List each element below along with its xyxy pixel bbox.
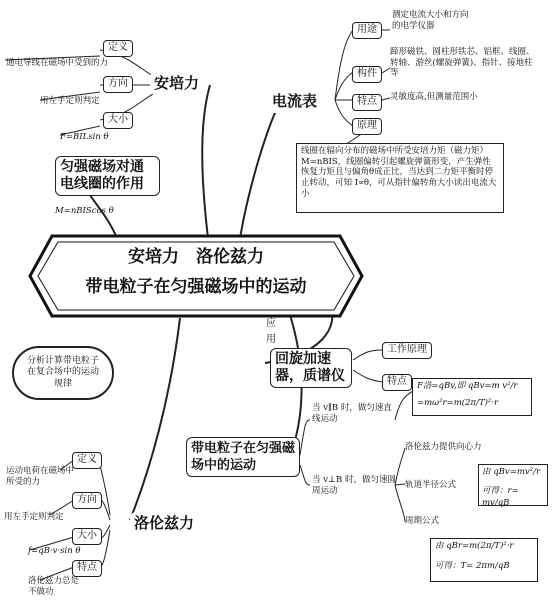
lorentz-magnitude-formula: f=qB·v·sin θ <box>28 546 81 556</box>
ampere-direction-label: 方向 <box>103 76 133 93</box>
period-formula-line2: 可得：T= 2πm/qB <box>435 561 510 571</box>
radius-formula-line1: 由 qBv=mv²/r <box>482 467 541 477</box>
ampere-direction-text: 用左手定则判定 <box>40 96 100 106</box>
coil-torque-formula: M=nBIScos θ <box>55 206 114 216</box>
ammeter-use-label: 用途 <box>352 22 382 39</box>
central-title-line1: 安培力 洛伦兹力 <box>128 247 264 267</box>
period-formula-box <box>430 538 538 582</box>
ampere-magnitude-formula: F=BILsin θ <box>60 132 109 142</box>
ampere-magnitude-label: 大小 <box>103 112 133 129</box>
ampere-definition-text: 通电导线在磁场中受到的力 <box>6 58 109 68</box>
lorentz-feature-label: 特点 <box>72 560 102 577</box>
radius-formula-line2: 可得：r= mv/qB <box>482 486 519 508</box>
lorentz-definition-text: 运动电荷在磁场中所受的力 <box>6 466 75 487</box>
period-formula-line1: 由 qBr=m(2π/T)²·r <box>435 541 514 551</box>
lorentz-definition-label: 定义 <box>72 452 102 469</box>
central-title-line2: 带电粒子在匀强磁场中的运动 <box>85 277 307 297</box>
force-formula-line2: =mω²r=m(2π/T)²·r <box>417 398 499 408</box>
lorentz-magnitude-label: 大小 <box>72 528 102 545</box>
ampere-definition-label: 定义 <box>103 40 133 57</box>
application-label: 应用 <box>266 318 276 345</box>
lorentz-force-node: 洛伦兹力 <box>130 512 198 535</box>
lorentz-direction-text: 用左手定则判定 <box>4 512 64 522</box>
radius-formula-box <box>478 464 548 506</box>
ammeter-feature-text: 灵敏度高,但测量范围小 <box>390 92 478 102</box>
cyclotron-node: 回旋加速器，质谱仪 <box>270 348 352 388</box>
period-label: 周期公式 <box>405 516 440 526</box>
ampere-force-node: 安培力 <box>150 72 203 95</box>
lorentz-direction-label: 方向 <box>72 492 102 509</box>
ammeter-structure-text: 蹄形磁铁、圆柱形铁芯、铝框、线圈、转轴、游丝(螺旋弹簧)、指针、接地柱等 <box>390 47 535 79</box>
motion-perpendicular: 当 v⊥B 时，做匀速圆周运动 <box>312 475 396 496</box>
coil-torque-node: 匀强磁场对通电线圈的作用 <box>55 156 160 196</box>
cyclotron-feature-label: 特点 <box>382 374 412 391</box>
motion-parallel: 当 v∥B 时，做匀速直线运动 <box>312 403 392 424</box>
force-formula-line1: F洛=qBv,即 qBv=m v²/r <box>417 381 518 391</box>
central-topic <box>30 234 362 316</box>
lorentz-feature-text: 洛伦兹力总是不做功 <box>28 576 80 597</box>
ammeter-structure-label: 构件 <box>352 66 382 83</box>
ammeter-use-text: 测定电流大小和方向的电学仪器 <box>392 10 469 31</box>
motion-force-formula-box <box>412 378 532 416</box>
centripetal-text: 洛伦兹力提供向心力 <box>405 442 482 452</box>
ammeter-node: 电流表 <box>268 90 321 113</box>
analysis-cloud: 分析计算带电粒子在复合场中的运动规律 <box>12 346 114 400</box>
motion-node: 带电粒子在匀强磁场中的运动 <box>186 437 300 477</box>
ammeter-feature-label: 特点 <box>352 94 382 111</box>
ammeter-principle-label: 原理 <box>352 118 382 135</box>
ammeter-principle-text: 线圈在辐向分布的磁场中所受安培力矩（磁力矩）M=nBIS，线圈偏转引起螺旋弹簧形变，产生弹性恢复力矩且与偏角θ成正比，当达到二力矩平衡时停止转动，可知 I∝θ，可从指针偏转角大小读出电流大小 <box>296 143 504 213</box>
radius-label: 轨道半径公式 <box>405 480 457 490</box>
cyclotron-principle-label: 工作原理 <box>382 342 432 359</box>
